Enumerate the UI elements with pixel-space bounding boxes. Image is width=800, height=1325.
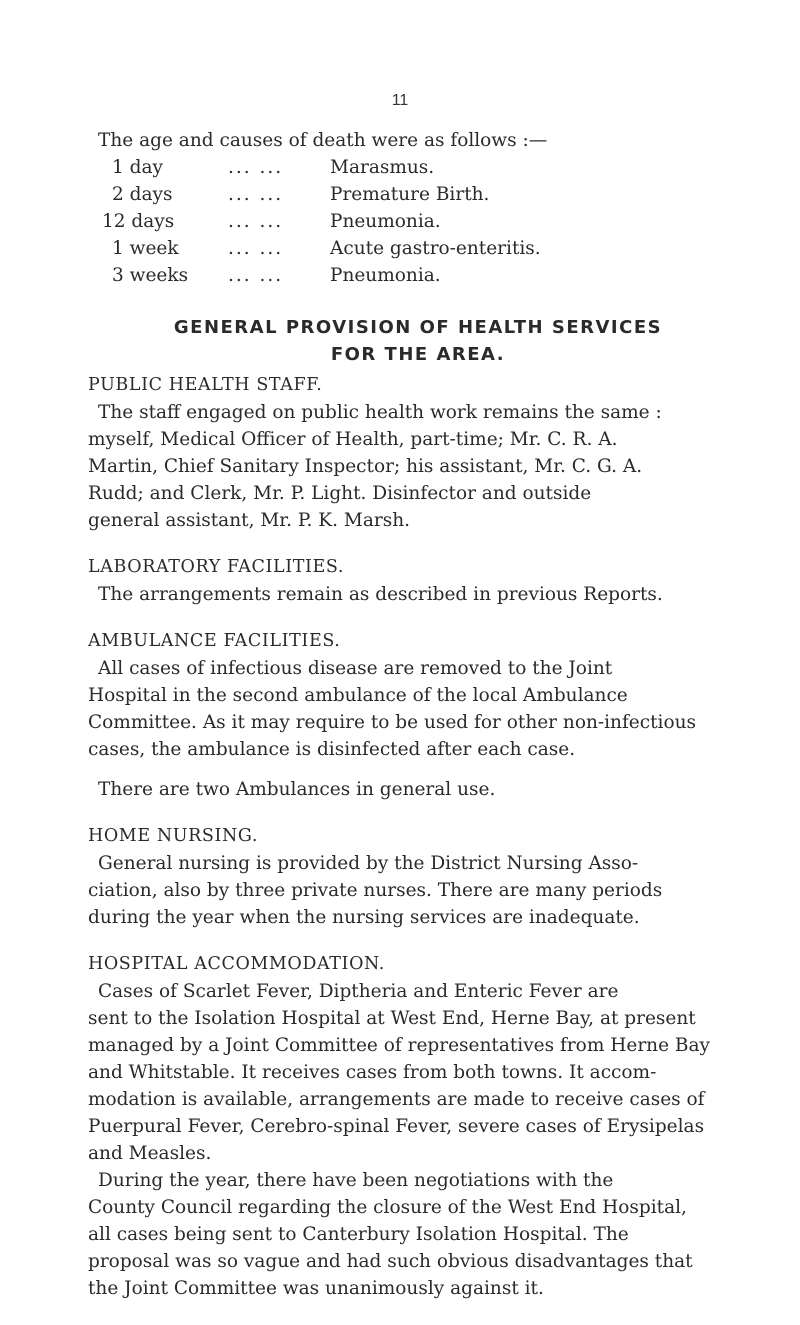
text-line: Martin, Chief Sanitary Inspector; his assistant, Mr. C. G. A. — [88, 456, 643, 477]
death-cause: Marasmus. — [330, 157, 435, 178]
death-cause: Pneumonia. — [330, 265, 441, 286]
death-cause: Pneumonia. — [330, 211, 441, 232]
text-line: sent to the Isolation Hospital at West End, Herne Bay, at present — [88, 1008, 696, 1029]
death-cause: Premature Birth. — [330, 184, 490, 205]
section-title-staff: PUBLIC HEALTH STAFF. — [88, 375, 323, 395]
paragraph-staff — [88, 399, 738, 534]
text-line: There are two Ambulances in general use. — [98, 779, 496, 800]
section-title-hospital: HOSPITAL ACCOMMODATION. — [88, 954, 385, 974]
page-content — [88, 127, 738, 1302]
death-leader: ... ... — [228, 238, 284, 259]
death-leader: ... ... — [228, 157, 284, 178]
text-line: the Joint Committee was unanimously against it. — [88, 1278, 544, 1299]
death-leader: ... ... — [228, 265, 284, 286]
text-line: managed by a Joint Committee of representatives from Herne Bay — [88, 1035, 710, 1056]
death-intro: The age and causes of death were as follows :— — [98, 130, 548, 151]
death-row — [98, 262, 738, 289]
text-line: Puerpural Fever, Cerebro-spinal Fever, severe cases of Erysipelas — [88, 1116, 705, 1137]
text-line: and Whitstable. It receives cases from both towns. It accom- — [88, 1062, 657, 1083]
death-row — [98, 154, 738, 181]
death-age: 3 weeks — [112, 265, 189, 286]
text-line: General nursing is provided by the District Nursing Asso- — [98, 853, 639, 874]
paragraph-laboratory — [98, 581, 738, 608]
page-number: 11 — [391, 92, 409, 109]
text-line: During the year, there have been negotiations with the — [98, 1170, 614, 1191]
text-line: The arrangements remain as described in previous Reports. — [98, 584, 663, 605]
death-row — [98, 208, 738, 235]
death-row — [98, 181, 738, 208]
death-age: 12 days — [102, 211, 175, 232]
paragraph-hospital — [88, 978, 738, 1167]
death-table — [98, 154, 738, 289]
text-line: Cases of Scarlet Fever, Diptheria and Enteric Fever are — [98, 981, 619, 1002]
death-row — [98, 235, 738, 262]
text-line: ciation, also by three private nurses. There are many periods — [88, 880, 663, 901]
text-line: proposal was so vague and had such obvious disadvantages that — [88, 1251, 693, 1272]
text-line: Committee. As it may require to be used for other non-infectious — [88, 712, 697, 733]
text-line: All cases of infectious disease are removed to the Joint — [98, 658, 613, 679]
heading-line: FOR THE AREA. — [330, 344, 506, 365]
text-line: Rudd; and Clerk, Mr. P. Light. Disinfector and outside — [88, 483, 592, 504]
paragraph-hospital-2 — [88, 1167, 738, 1302]
text-line: The staff engaged on public health work remains the same : — [98, 402, 662, 423]
text-line: cases, the ambulance is disinfected after each case. — [88, 739, 576, 760]
text-line: modation is available, arrangements are made to receive cases of — [88, 1089, 705, 1110]
section-heading — [98, 314, 738, 368]
section-title-laboratory: LABORATORY FACILITIES. — [88, 557, 345, 577]
section-title-ambulance: AMBULANCE FACILITIES. — [88, 631, 341, 651]
death-age: 2 days — [112, 184, 173, 205]
text-line: Hospital in the second ambulance of the local Ambulance — [88, 685, 628, 706]
death-cause: Acute gastro-enteritis. — [330, 238, 541, 259]
text-line: and Measles. — [88, 1143, 212, 1164]
section-title-nursing: HOME NURSING. — [88, 826, 259, 846]
death-leader: ... ... — [228, 211, 284, 232]
paragraph-nursing — [88, 850, 738, 931]
text-line: all cases being sent to Canterbury Isolation Hospital. The — [88, 1224, 629, 1245]
text-line: myself, Medical Officer of Health, part-time; Mr. C. R. A. — [88, 429, 618, 450]
death-age: 1 day — [112, 157, 163, 178]
heading-line: GENERAL PROVISION OF HEALTH SERVICES — [173, 317, 663, 338]
text-line: County Council regarding the closure of the West End Hospital, — [88, 1197, 687, 1218]
text-line: during the year when the nursing services are inadequate. — [88, 907, 640, 928]
paragraph-ambulance — [88, 655, 738, 803]
death-age: 1 week — [112, 238, 179, 259]
text-line: general assistant, Mr. P. K. Marsh. — [88, 510, 410, 531]
death-leader: ... ... — [228, 184, 284, 205]
